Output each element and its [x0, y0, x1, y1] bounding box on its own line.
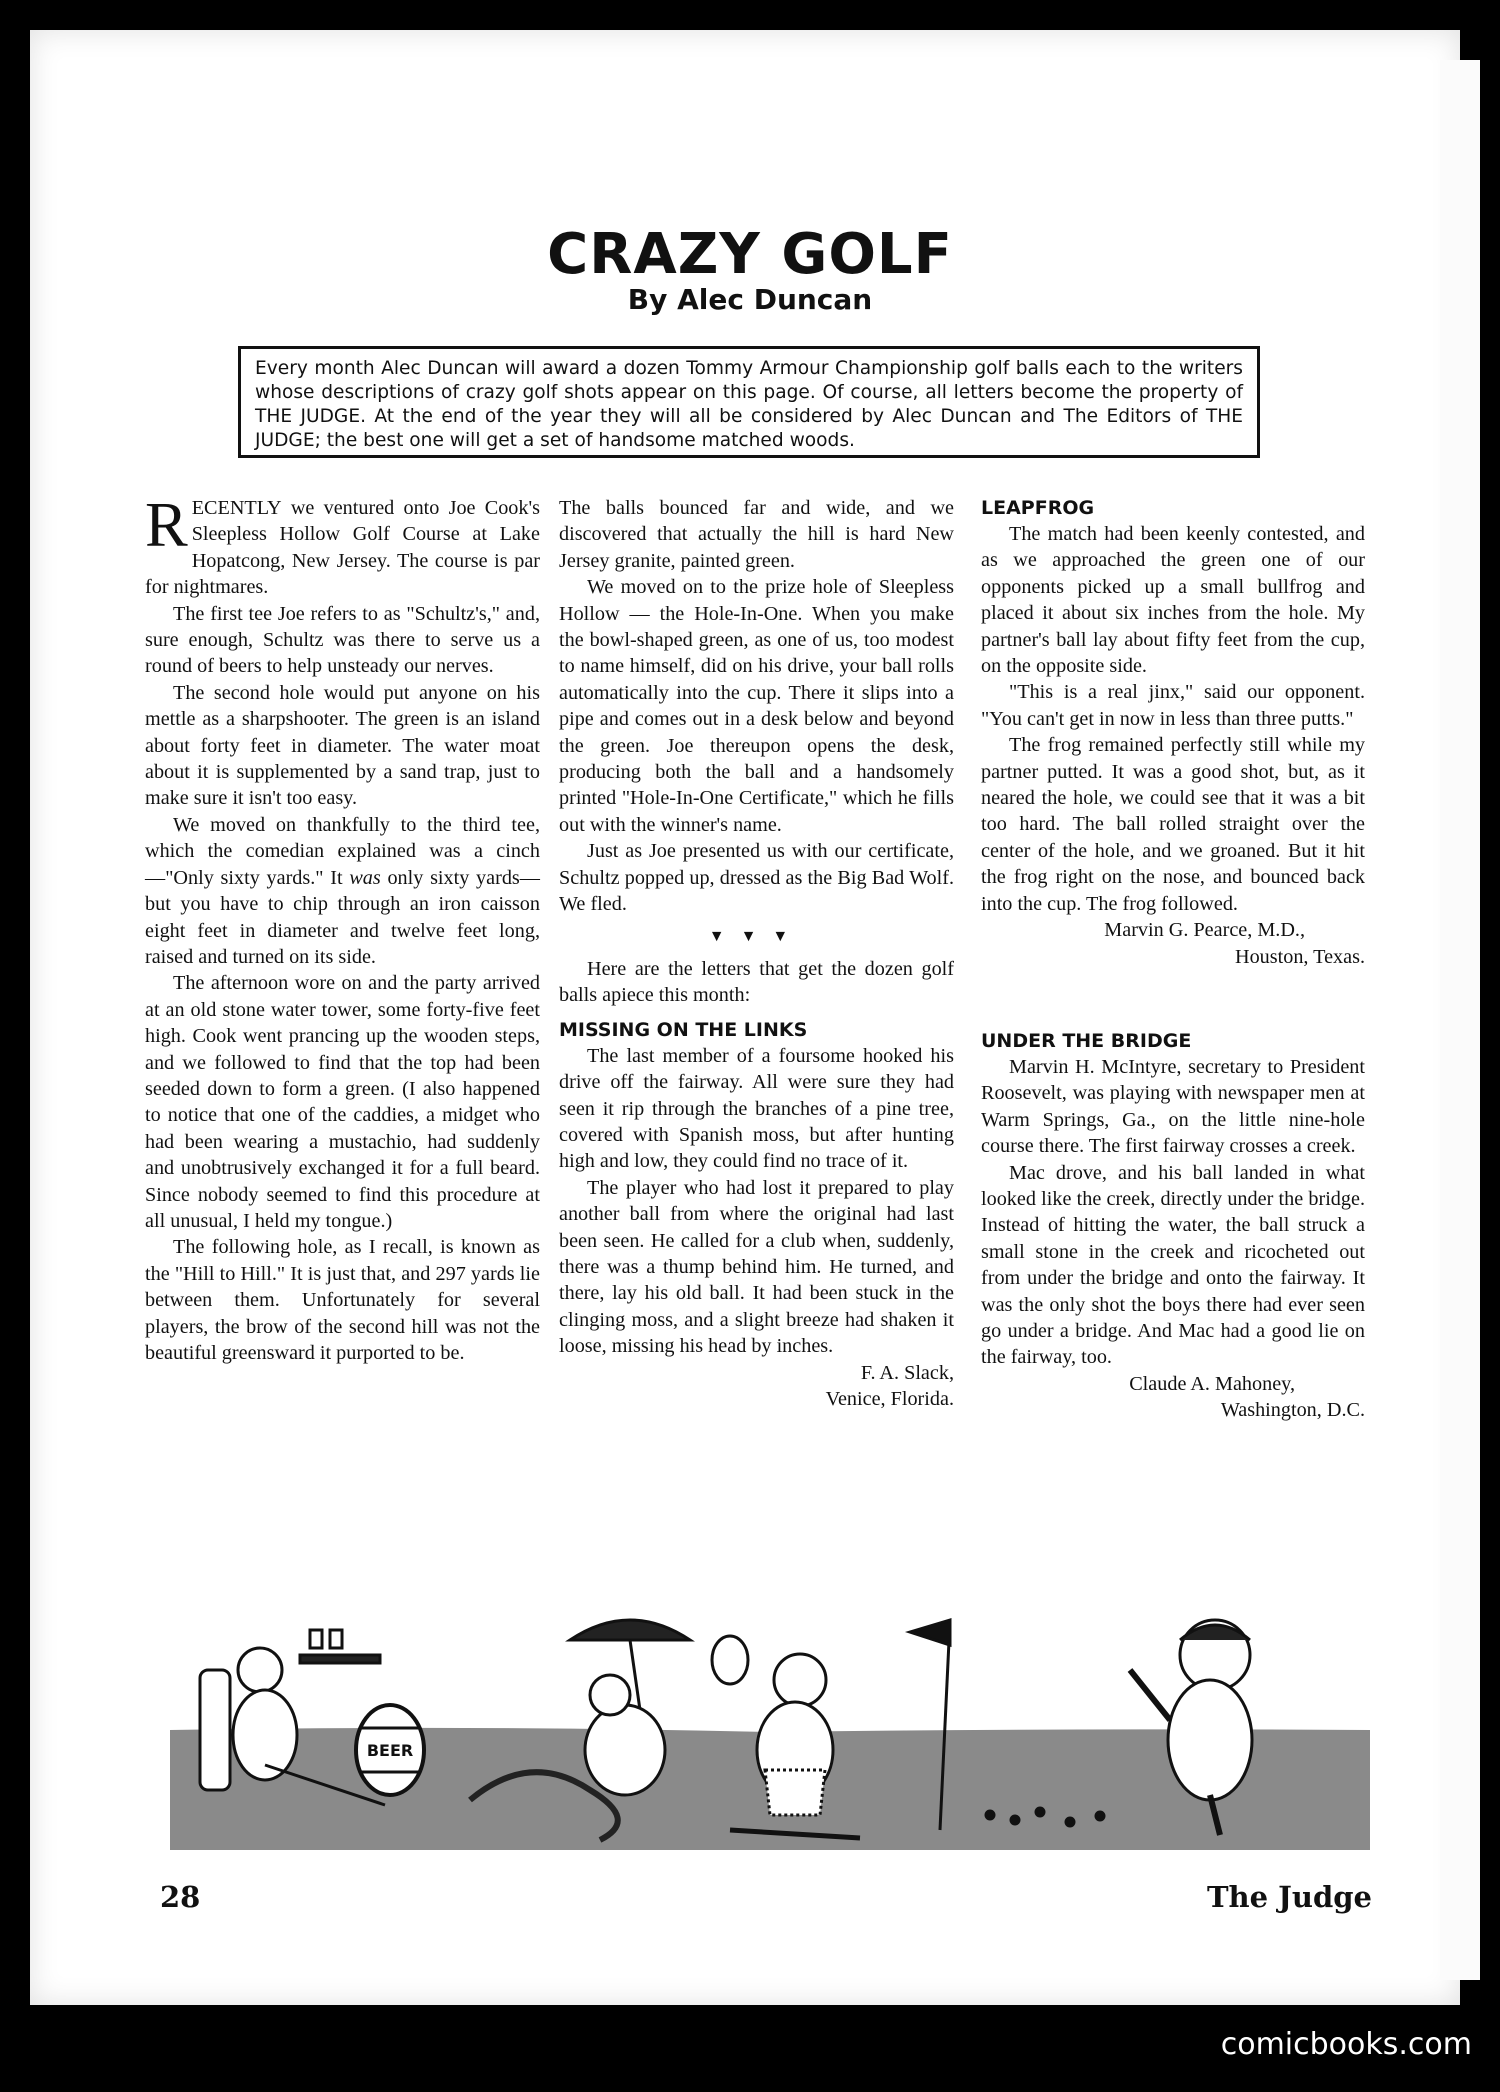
article-title: CRAZY GOLF — [547, 222, 953, 287]
paragraph — [145, 812, 540, 970]
spacer — [981, 970, 1365, 1020]
paragraph: The first tee Joe refers to as "Schultz's," and, sure enough, Schultz was there to serve us a round of beers to help unsteady our nerves. — [145, 602, 540, 678]
paragraph: We moved on to the prize hole of Sleepless Hollow — the Hole-In-One. When you make the bowl-shaped green, as one of us, too modest to name himself, did on his drive, your ball rolls automatically into the cup. There it slips into a pipe and comes out in a desk below and beyond the green. Joe thereupon opens the desk, producing both the ball and a handsomely printed "Hole-In-One Certificate," which he fills out with the winner's name. — [559, 576, 954, 836]
article-byline: By Alec Duncan — [627, 283, 873, 316]
paragraph: The last member of a foursome hooked his drive off the fairway. All were sure they had seen it rip through the branches of a pine tree, covered with Spanish moss, but after hunting high and low, they could find no trace of it. — [559, 1044, 954, 1173]
paragraph: The afternoon wore on and the party arrived at an old stone water tower, some forty-five feet high. Cook went prancing up the wooden steps, and we followed to find that the top had been seeded down to form a green. (I also happened to notice that one of the caddies, a midget who had been wearing a mustachio, had suddenly and unobtrusively exchanged it for a full beard. Since nobody seemed to find this procedure at all unusual, I held my tongue.) — [145, 972, 540, 1232]
signature-place: Houston, Texas. — [1235, 945, 1365, 968]
letter-heading: MISSING ON THE LINKS — [559, 1018, 808, 1041]
signature-place: Venice, Florida. — [825, 1388, 954, 1410]
letter-heading: LEAPFROG — [981, 497, 1095, 519]
column-1 — [145, 489, 540, 1366]
paragraph: Marvin H. McIntyre, secretary to President Roosevelt, was playing with newspaper men at Warm Springs, Ga., on the little nine-hole course there. The first fairway crosses a creek. — [981, 1055, 1365, 1158]
paragraph: Mac drove, and his ball landed in what looked like the creek, directly under the bridge. Instead of hitting the water, the ball struck a small stone in the creek and ricocheted out from under the bridge and onto the fairway. It was the only shot the boys there had ever seen go under a bridge. And Mac had a good lie on the fairway, too. — [981, 1161, 1365, 1369]
section-divider-dots: ▼▼▼ — [708, 927, 805, 945]
barrel-label: BEER — [366, 1741, 414, 1760]
paragraph: The frog remained perfectly still while my partner putted. It was a good shot, but, as it neared the hole, we could see that it was a bit too hard. The ball rolled straight over the center of the hole, and we groaned. But it hit the frog right on the nose, and bounced back into the cup. The frog followed. — [981, 734, 1365, 915]
paragraph: The balls bounced far and wide, and we discovered that actually the hill is hard New Jersey granite, painted green. — [559, 497, 954, 572]
paragraph: The second hole would put anyone on his mettle as a sharpshooter. The green is an island about forty feet in diameter. The water moat about it is supplemented by a sand trap, just to make sure it isn't too easy. — [145, 681, 540, 810]
paragraph: Here are the letters that get the dozen golf balls apiece this month: — [559, 957, 954, 1007]
golf-cartoon-illustration — [170, 1600, 1370, 1860]
column-3 — [981, 495, 1365, 1424]
column-2 — [559, 495, 954, 1412]
signature-name: Claude A. Mahoney, — [1129, 1372, 1295, 1395]
paragraph — [145, 489, 540, 601]
small-caps-lead: ECENTLY — [191, 497, 282, 519]
contest-notice-box: Every month Alec Duncan will award a dozen Tommy Armour Championship golf balls each to the writers whose descriptions of crazy golf shots appear on this page. Of course, all letters become the property of THE JUDGE. At the end of the year they will all be considered by Alec Duncan and The Editors of THE JUDGE; the best one will get a set of handsome matched woods. — [238, 346, 1260, 458]
drop-cap: R — [145, 489, 188, 560]
signature-name: Marvin G. Pearce, M.D., — [1104, 919, 1305, 942]
signature-name: F. A. Slack, — [860, 1361, 954, 1384]
page-number: 28 — [160, 1880, 201, 1914]
paragraph: "This is a real jinx," said our opponent. "You can't get in now in less than three putts." — [981, 681, 1365, 730]
beer-barrel — [356, 1705, 424, 1795]
paragraph-text: only sixty yards—but you have to chip through an iron caisson eight feet in diameter and twelve feet long, raised and turned on its side. — [145, 866, 540, 968]
signature-place: Washington, D.C. — [1220, 1399, 1365, 1422]
magazine-name: The Judge — [1206, 1880, 1372, 1914]
paragraph: The match had been keenly contested, and as we approached the green one of our opponents picked up a small bullfrog and placed it about six inches from the hole. My partner's ball lay about fifty feet from the cup, on the opposite side. — [981, 523, 1365, 678]
paragraph: Just as Joe presented us with our certificate, Schultz popped up, dressed as the Big Bad Wolf. We fled. — [559, 840, 954, 916]
paragraph: The following hole, as I recall, is known as the "Hill to Hill." It is just that, and 297 yards lie between them. Unfortunately for several players, the brow of the second hill was not the beautiful greensward it purported to be. — [145, 1236, 540, 1364]
paragraph-text: We moved on thankfully to the third tee, which the comedian explained was a cinch—"Only sixty yards." It — [145, 813, 540, 889]
paragraph-text: we ventured onto Joe Cook's Sleepless Hollow Golf Course at Lake Hopatcong, New Jersey. The course is par for nightmares. — [145, 497, 540, 599]
italic-word: was — [349, 866, 381, 889]
paragraph: The player who had lost it prepared to play another ball from where the original had last been seen. He called for a club when, suddenly, there was a thump behind him. He turned, and there, lay his old ball. It had been stuck in the clinging moss, and a slight breeze had shaken it loose, missing his head by inches. — [559, 1176, 954, 1358]
letter-heading: UNDER THE BRIDGE — [981, 1029, 1192, 1052]
site-watermark: comicbooks.com — [1220, 2027, 1472, 2062]
page-edge — [1440, 60, 1480, 1980]
